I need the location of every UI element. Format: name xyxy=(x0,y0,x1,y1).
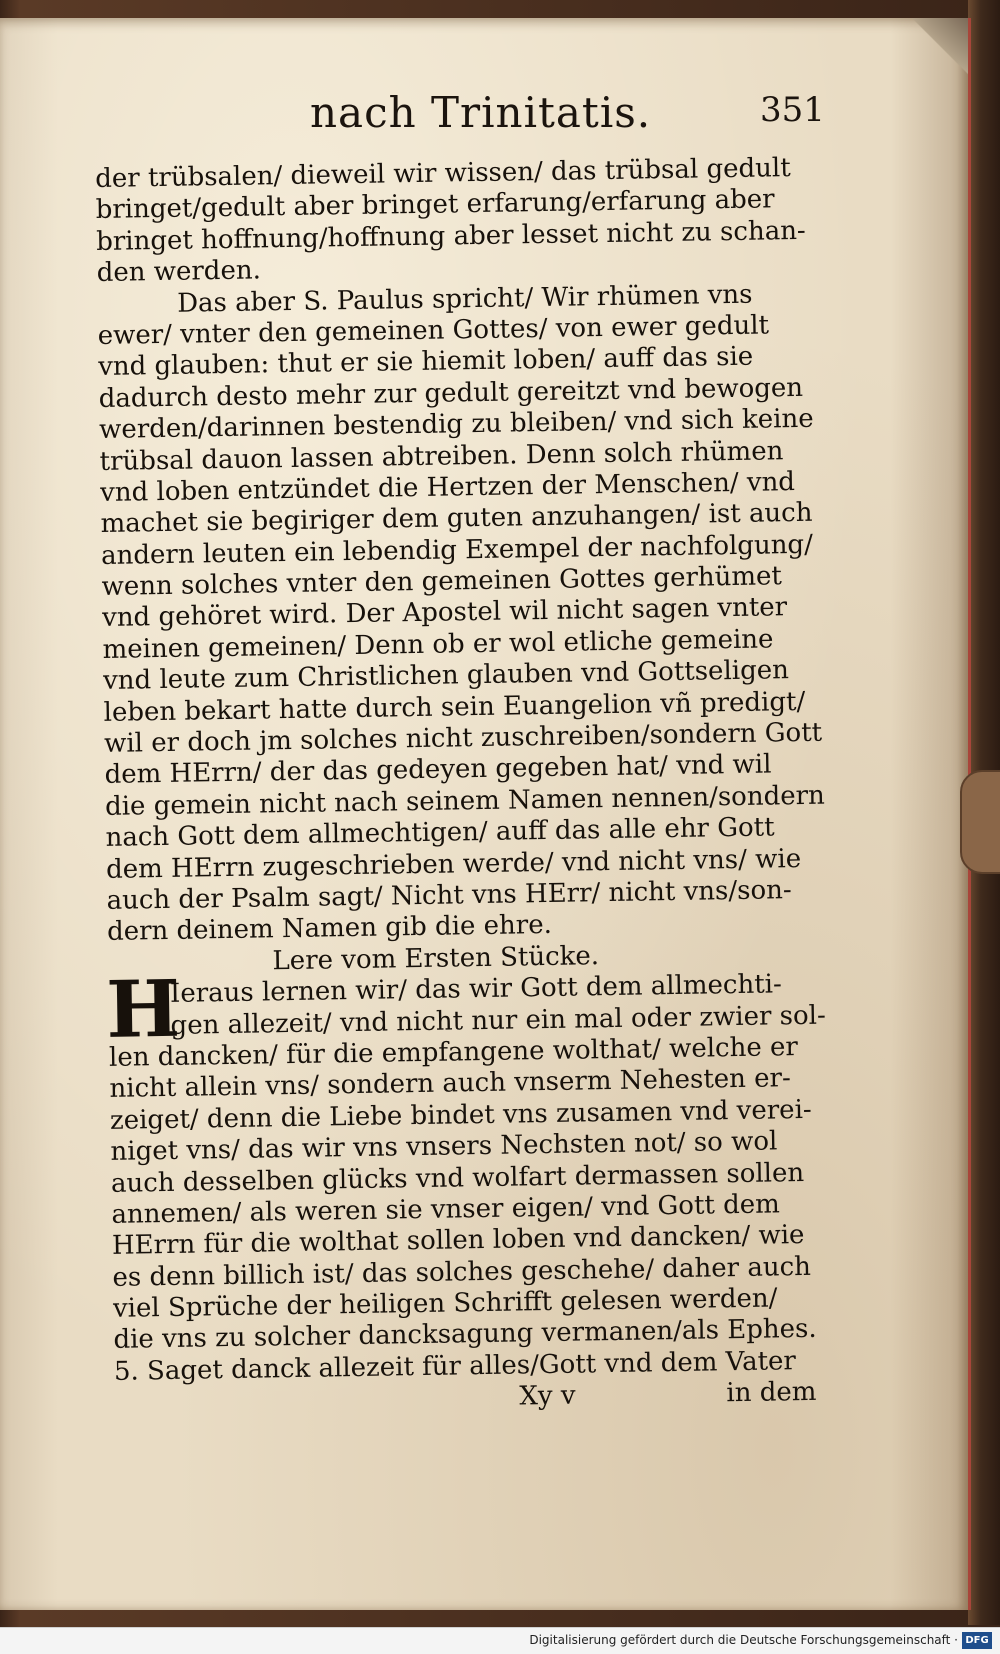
text-line: dern deinem Namen gib die ehre. xyxy=(106,910,553,948)
section-heading: Lere vom Ersten Stücke. xyxy=(272,940,600,977)
text-line-content: Ieraus lernen wir/ das wir Gott dem allmechti- xyxy=(169,969,783,1010)
text-line: nicht allein vns/ sondern auch vnserm Nehesten er- xyxy=(109,1063,792,1105)
text-line: vnd glauben: thut er sie hiemit loben/ auff das sie xyxy=(97,342,754,383)
text-line: wil er doch jm solches nicht zuschreiben/sondern Gott xyxy=(103,717,823,759)
text-line: nach Gott dem allmechtigen/ auff das alle ehr Gott xyxy=(105,812,775,854)
text-line: annemen/ als weren sie vnser eigen/ vnd Gott dem xyxy=(111,1189,781,1230)
text-line: HErrn für die wolthat sollen loben vnd dancken/ wie xyxy=(111,1220,805,1262)
text-line: niget vns/ das wir vns vnsers Nechsten not/ so wol xyxy=(110,1126,778,1167)
text-line: machet sie begiriger dem guten anzuhangen/ ist auch xyxy=(100,498,813,540)
text-line: vnd leute zum Christlichen glauben vnd Gottseligen xyxy=(102,655,790,697)
text-line: wenn solches vnter den gemeinen Gottes gerhümet xyxy=(101,561,783,603)
page-number: 351 xyxy=(760,90,825,130)
text-line: die gemein nicht nach seinem Namen nennen/sondern xyxy=(104,780,826,822)
text-line: werden/darinnen bestendig zu bleiben/ vnd sich keine xyxy=(98,403,814,446)
text-line: 5. Saget danck allezeit für alles/Gott vnd dem Vater xyxy=(113,1345,797,1387)
book-page xyxy=(0,18,971,1610)
text-line: auch der Psalm sagt/ Nicht vns HErr/ nicht vns/son- xyxy=(106,875,792,916)
text-line: dadurch desto mehr zur gedult gereitzt vnd bewogen xyxy=(98,372,804,414)
text-line: dem HErrn/ der das gedeyen gegeben hat/ vnd wil xyxy=(104,749,772,791)
text-line: dem HErrn zugeschrieben werde/ vnd nicht vns/ wie xyxy=(105,843,802,885)
text-line: leben bekart hatte durch sein Euangelion vñ predigt/ xyxy=(103,686,806,728)
text-line: bringet hoffnung/hoffnung aber lesset nicht zu schan- xyxy=(95,215,806,257)
text-line: len dancken/ für die empfangene wolthat/ welche er xyxy=(108,1032,799,1073)
body-text xyxy=(95,153,835,1420)
text-line: trübsal dauon lassen abtreiben. Denn solch rhümen xyxy=(99,435,784,477)
text-line: andern leuten ein lebendig Exempel der nachfolgung/ xyxy=(100,529,814,571)
text-line: zeiget/ denn die Liebe bindet vns zusamen vnd verei- xyxy=(109,1094,812,1136)
drop-cap: H xyxy=(105,963,181,1057)
text-line: auch desselben glücks vnd wolfart dermassen sollen xyxy=(110,1157,805,1199)
text-line: meinen gemeinen/ Denn ob er wol etliche gemeine xyxy=(102,624,774,665)
text-line: es denn billich ist/ das solches geschehe/ daher auch xyxy=(112,1251,812,1293)
running-title: nach Trinitatis. xyxy=(310,88,652,137)
text-line: vnd loben entzündet die Hertzen der Menschen/ vnd xyxy=(99,466,796,508)
signature-mark: Xy v xyxy=(519,1380,576,1412)
text-line: ewer/ vnter den gemeinen Gottes/ von ewer gedult xyxy=(97,310,770,351)
text-line: viel Sprüche der heiligen Schrifft gelesen werden/ xyxy=(112,1283,778,1324)
text-line: den werden. xyxy=(96,255,262,289)
text-line: gen allezeit/ vnd nicht nur ein mal oder zwier sol- xyxy=(170,1000,827,1041)
text-line: Das aber S. Paulus spricht/ Wir rhümen vns xyxy=(176,279,753,319)
text-line: vnd gehöret wird. Der Apostel wil nicht sagen vnter xyxy=(101,592,788,634)
digitization-credit-bar xyxy=(0,1627,1000,1654)
page-header xyxy=(0,80,968,150)
text-line: die vns zu solcher dancksagung vermanen/als Ephes. xyxy=(113,1314,817,1356)
text-line: der trübsalen/ dieweil wir wissen/ das trübsal gedult xyxy=(95,153,791,194)
text-line: bringet/gedult aber bringet erfarung/erfarung aber xyxy=(95,184,775,226)
catchword: in dem xyxy=(726,1377,817,1409)
dfg-logo-icon: DFG xyxy=(962,1632,992,1649)
bookmark-tab xyxy=(960,770,1000,874)
credit-text: Digitalisierung gefördert durch die Deutsche Forschungsgemeinschaft · xyxy=(529,1633,958,1647)
